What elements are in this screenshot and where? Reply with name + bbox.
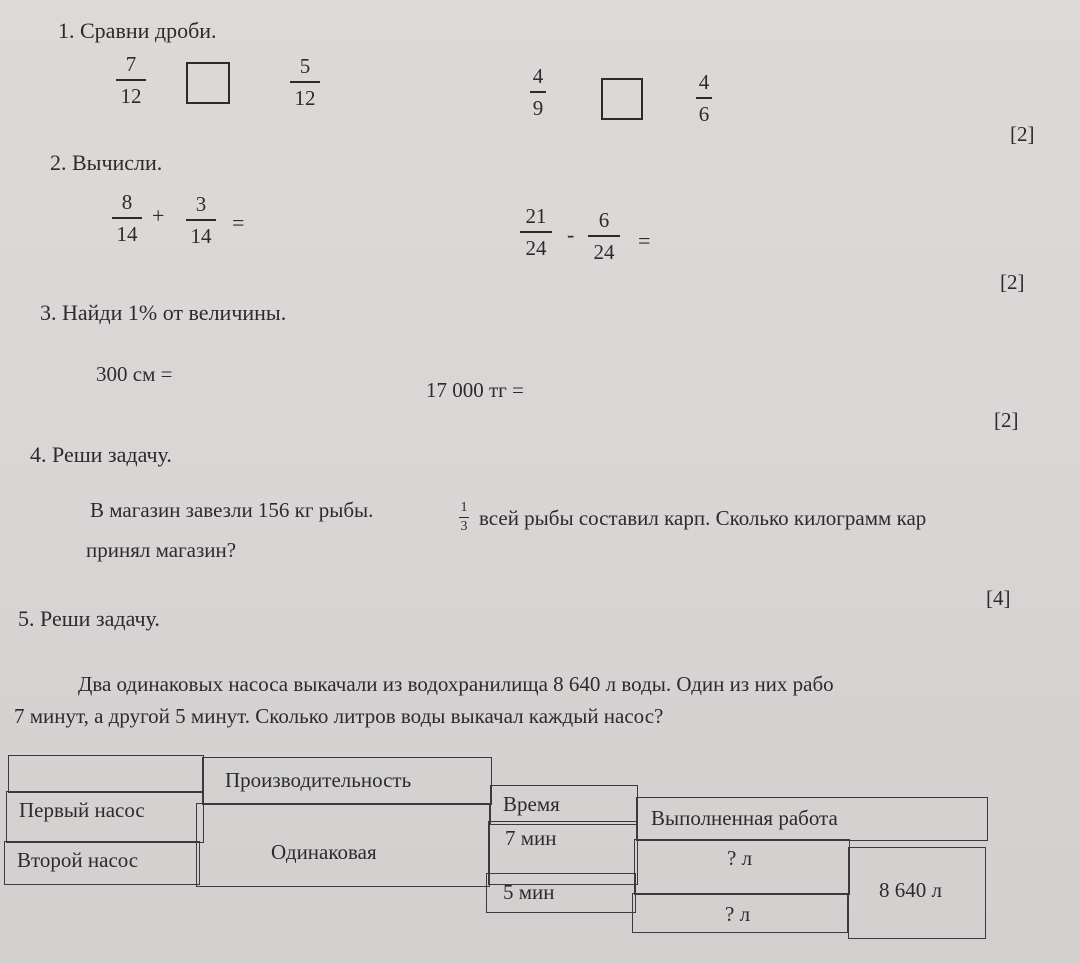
task1-heading: 1. Сравни дроби.: [58, 18, 217, 43]
fraction-denominator: 9: [532, 95, 544, 120]
equals-sign: =: [232, 210, 245, 235]
work-cell-second: [632, 893, 848, 933]
fraction-numerator: 21: [525, 204, 547, 228]
header-productivity: Производительность: [225, 768, 412, 792]
fraction-numerator: 5: [299, 54, 311, 78]
task5-text-line-2: 7 минут, а другой 5 минут. Сколько литров воды выкачал каждый насос?: [14, 704, 664, 728]
task5-heading: 5. Реши задачу.: [18, 606, 160, 631]
minus-sign: -: [567, 222, 575, 247]
fraction-numerator: 7: [125, 52, 137, 76]
header-cell-productivity: [202, 757, 492, 805]
task5-text-line-1: Два одинаковых насоса выкачали из водохранилища 8 640 л воды. Один из них рабо: [78, 672, 834, 696]
fraction-7-12: [116, 54, 146, 107]
task2-score: [2]: [1000, 270, 1025, 294]
productivity-value: Одинаковая: [271, 840, 377, 864]
fraction-4-9: [530, 66, 546, 119]
work-total-cell: [848, 847, 986, 939]
comparison-box-2[interactable]: [601, 78, 643, 120]
header-cell-work: [636, 797, 988, 841]
fraction-bar: [186, 219, 216, 221]
row-label-second-pump: Второй насос: [17, 848, 139, 872]
header-time: Время: [503, 792, 560, 816]
table-corner-cell: [8, 755, 204, 793]
fraction-1-3: [459, 501, 469, 534]
task1-score: [2]: [1010, 122, 1035, 146]
task4-text-after-fraction: всей рыбы составил карп. Сколько килограмм кар: [479, 506, 927, 530]
header-work: Выполненная работа: [651, 806, 838, 830]
fraction-bar: [290, 81, 320, 83]
fraction-numerator: 4: [698, 70, 710, 94]
fraction-denominator: 6: [698, 101, 710, 126]
time-first: 7 мин: [505, 826, 557, 850]
task2-heading: 2. Вычисли.: [50, 150, 163, 175]
fraction-denominator: 14: [116, 221, 138, 246]
fraction-8-14: [112, 192, 142, 245]
plus-sign: +: [152, 203, 165, 228]
work-cell-first: [634, 839, 850, 895]
fraction-bar: [459, 517, 469, 518]
header-cell-time: [490, 785, 638, 825]
work-first: ? л: [727, 846, 753, 870]
equals-sign: =: [638, 228, 651, 253]
task4-score: [4]: [986, 586, 1011, 610]
work-second: ? л: [725, 902, 751, 926]
time-cell-second: [486, 873, 636, 913]
fraction-numerator: 8: [121, 190, 133, 214]
fraction-bar: [696, 97, 712, 99]
fraction-4-6: [696, 72, 712, 125]
task3-item-2: 17 000 тг =: [426, 378, 524, 402]
row-cell-second-pump: [4, 841, 200, 885]
fraction-denominator: 12: [120, 83, 142, 108]
fraction-bar: [520, 231, 552, 233]
task4-heading: 4. Реши задачу.: [30, 442, 172, 467]
fraction-denominator: 24: [593, 239, 615, 264]
fraction-denominator: 12: [294, 85, 316, 110]
fraction-denominator: 3: [460, 519, 468, 535]
fraction-denominator: 14: [190, 223, 212, 248]
fraction-denominator: 24: [525, 235, 547, 260]
fraction-numerator: 3: [195, 192, 207, 216]
work-total: 8 640 л: [879, 878, 942, 902]
fraction-bar: [588, 235, 620, 237]
fraction-5-12: [290, 56, 320, 109]
row-cell-first-pump: [6, 791, 204, 843]
fraction-numerator: 4: [532, 64, 544, 88]
time-second: 5 мин: [503, 880, 555, 904]
comparison-box-1[interactable]: [186, 62, 230, 104]
task3-item-1: 300 см =: [96, 362, 173, 386]
task3-score: [2]: [994, 408, 1019, 432]
fraction-numerator: 6: [598, 208, 610, 232]
task4-text-line-2: принял магазин?: [86, 538, 237, 562]
fraction-21-24: [520, 206, 552, 259]
fraction-3-14: [186, 194, 216, 247]
fraction-bar: [530, 91, 546, 93]
fraction-numerator: 1: [460, 500, 468, 515]
task3-heading: 3. Найди 1% от величины.: [40, 300, 287, 325]
fraction-bar: [116, 79, 146, 81]
fraction-6-24: [588, 210, 620, 263]
fraction-bar: [112, 217, 142, 219]
pump-table: [0, 755, 1000, 955]
row-label-first-pump: Первый насос: [19, 798, 145, 822]
task4-text-before-fraction: В магазин завезли 156 кг рыбы.: [90, 498, 374, 522]
productivity-merged-cell: [196, 803, 490, 887]
